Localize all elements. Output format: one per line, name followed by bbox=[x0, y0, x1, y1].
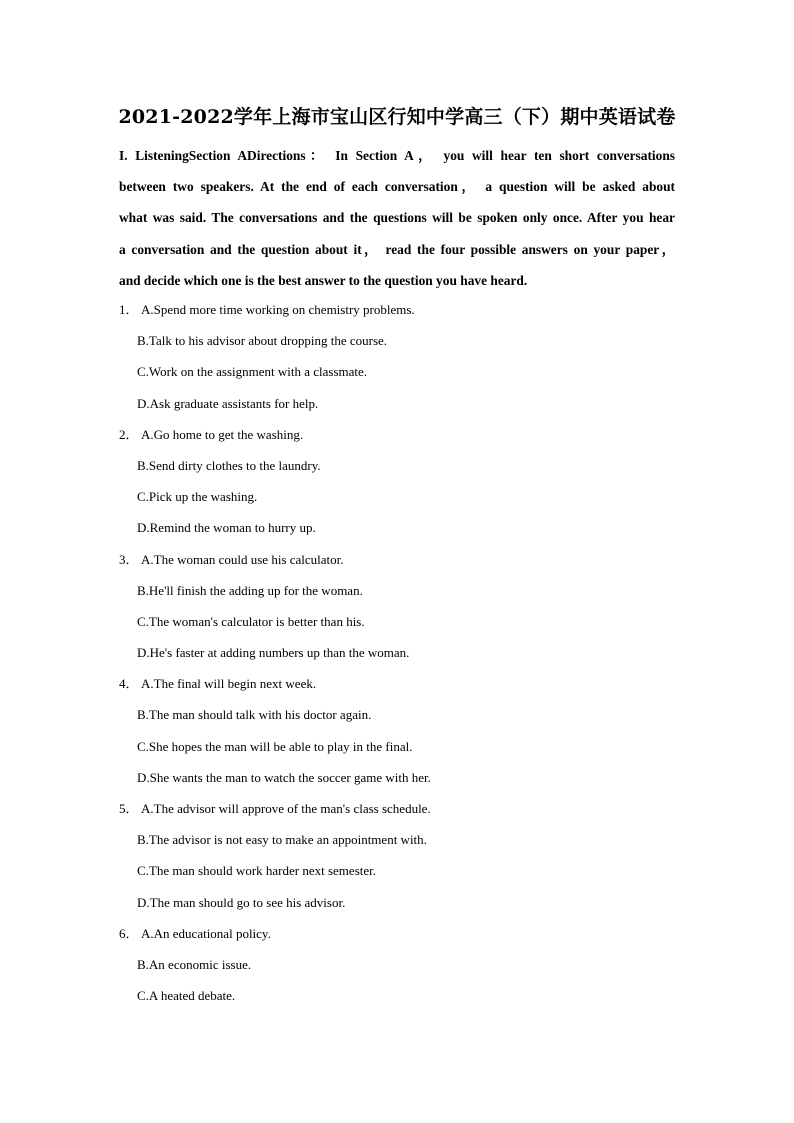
question-2-option-d: D.Remind the woman to hurry up. bbox=[137, 520, 316, 536]
directions-line: I. ListeningSection ADirections： In Section A， you will hear ten short conversations bbox=[119, 148, 675, 163]
directions-line: between two speakers. At the end of each conversation， a question will be asked about bbox=[119, 179, 675, 195]
question-6-option-b: B.An economic issue. bbox=[137, 956, 252, 972]
question-3-option-a bbox=[119, 544, 679, 575]
question-3-option-d: D.He's faster at adding numbers up than the woman. bbox=[137, 645, 410, 661]
question-1-option-c: C.Work on the assignment with a classmate. bbox=[137, 364, 368, 380]
option-text: A.The final will begin next week. bbox=[141, 676, 317, 692]
question-number: 3． bbox=[119, 551, 139, 567]
question-number: 2． bbox=[119, 426, 139, 442]
question-5-option-b: B.The advisor is not easy to make an appointment with. bbox=[137, 832, 427, 848]
question-5-option-d: D.The man should go to see his advisor. bbox=[137, 894, 346, 910]
question-number: 4． bbox=[119, 676, 139, 692]
question-5-option-a bbox=[119, 793, 679, 824]
question-3-option-b: B.He'll finish the adding up for the woman. bbox=[137, 582, 363, 598]
question-number: 6． bbox=[119, 925, 139, 941]
page-title: 2021-2022学年上海市宝山区行知中学高三（下）期中英语试卷 bbox=[118, 106, 676, 128]
option-text: A.The advisor will approve of the man's class schedule. bbox=[141, 801, 431, 816]
question-list bbox=[119, 294, 679, 1011]
question-number: 1． bbox=[119, 302, 139, 317]
option-text: A.An educational policy. bbox=[141, 925, 271, 941]
question-4-option-d: D.She wants the man to watch the soccer game with her. bbox=[137, 769, 431, 785]
option-text: A.The woman could use his calculator. bbox=[141, 551, 344, 567]
question-1-option-d: D.Ask graduate assistants for help. bbox=[137, 395, 319, 411]
directions-line: a conversation and the question about it， read the four possible answers on your paper， bbox=[119, 241, 675, 257]
question-2-option-c: C.Pick up the washing. bbox=[137, 489, 258, 505]
option-text: A.Spend more time working on chemistry problems. bbox=[141, 302, 415, 317]
question-4-option-c: C.She hopes the man will be able to play in the final. bbox=[137, 738, 413, 754]
directions-line: and decide which one is the best answer to the question you have heard. bbox=[119, 272, 528, 288]
question-4-option-a bbox=[119, 668, 679, 699]
question-1-option-a bbox=[119, 294, 679, 325]
question-1-option-b: B.Talk to his advisor about dropping the course. bbox=[137, 333, 388, 349]
option-text: A.Go home to get the washing. bbox=[141, 426, 304, 442]
question-3-option-c: C.The woman's calculator is better than his. bbox=[137, 613, 365, 629]
question-2-option-b: B.Send dirty clothes to the laundry. bbox=[137, 457, 321, 473]
question-2-option-a bbox=[119, 419, 679, 450]
question-5-option-c: C.The man should work harder next semester. bbox=[137, 863, 376, 879]
directions-line: what was said. The conversations and the questions will be spoken only once. After you hear bbox=[119, 210, 675, 226]
question-6-option-a bbox=[119, 918, 679, 949]
question-6-option-c: C.A heated debate. bbox=[137, 988, 236, 1004]
question-number: 5． bbox=[119, 801, 139, 816]
directions-paragraph bbox=[119, 140, 675, 296]
question-4-option-b: B.The man should talk with his doctor again. bbox=[137, 707, 372, 723]
